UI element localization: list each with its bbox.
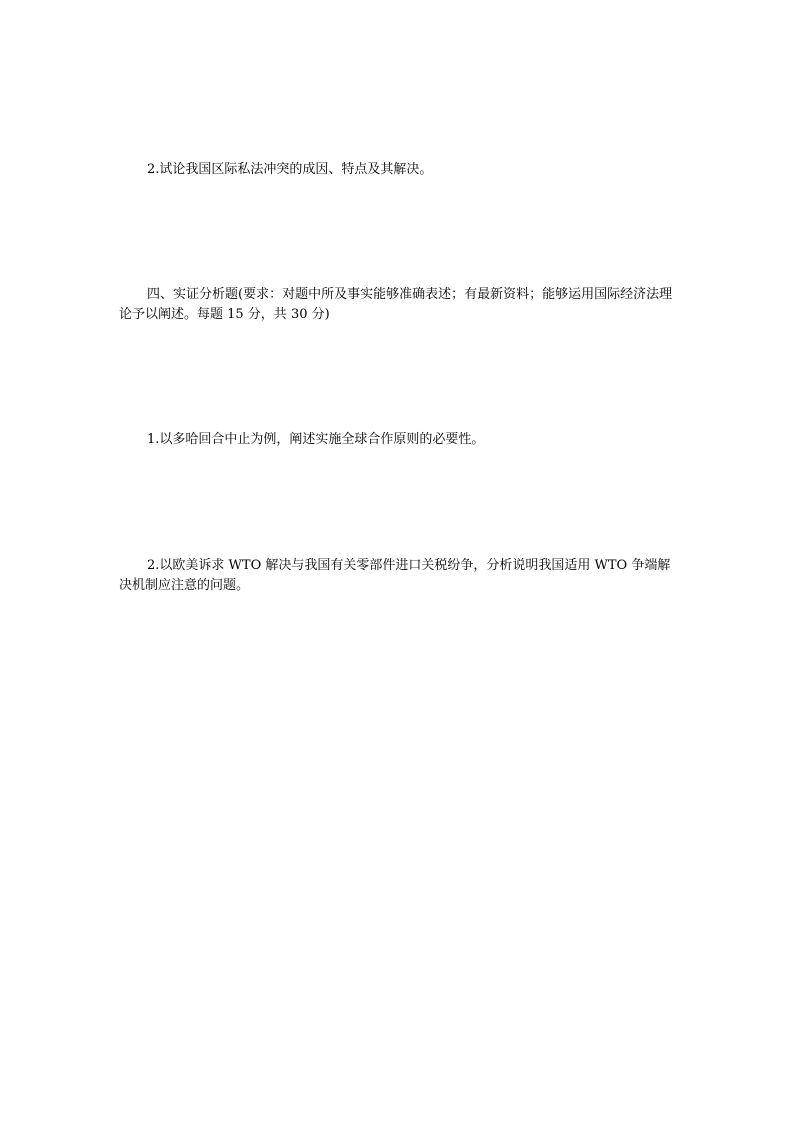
question-private-law-conflict: 2.试论我国区际私法冲突的成因、特点及其解决。 [147,162,433,177]
question-wto-dispute: 2.以欧美诉求 WTO 解决与我国有关零部件进口关税纷争，分析说明我国适用 WTO 争端解决机制应注意的问题。 [119,558,671,593]
section-heading-case-analysis: 四、实证分析题(要求：对题中所及事实能够准确表述；有最新资料；能够运用国际经济法理论予以阐述。每题 15 分，共 30 分) [119,287,673,322]
question-doha-round: 1.以多哈回合中止为例，阐述实施全球合作原则的必要性。 [147,432,485,447]
